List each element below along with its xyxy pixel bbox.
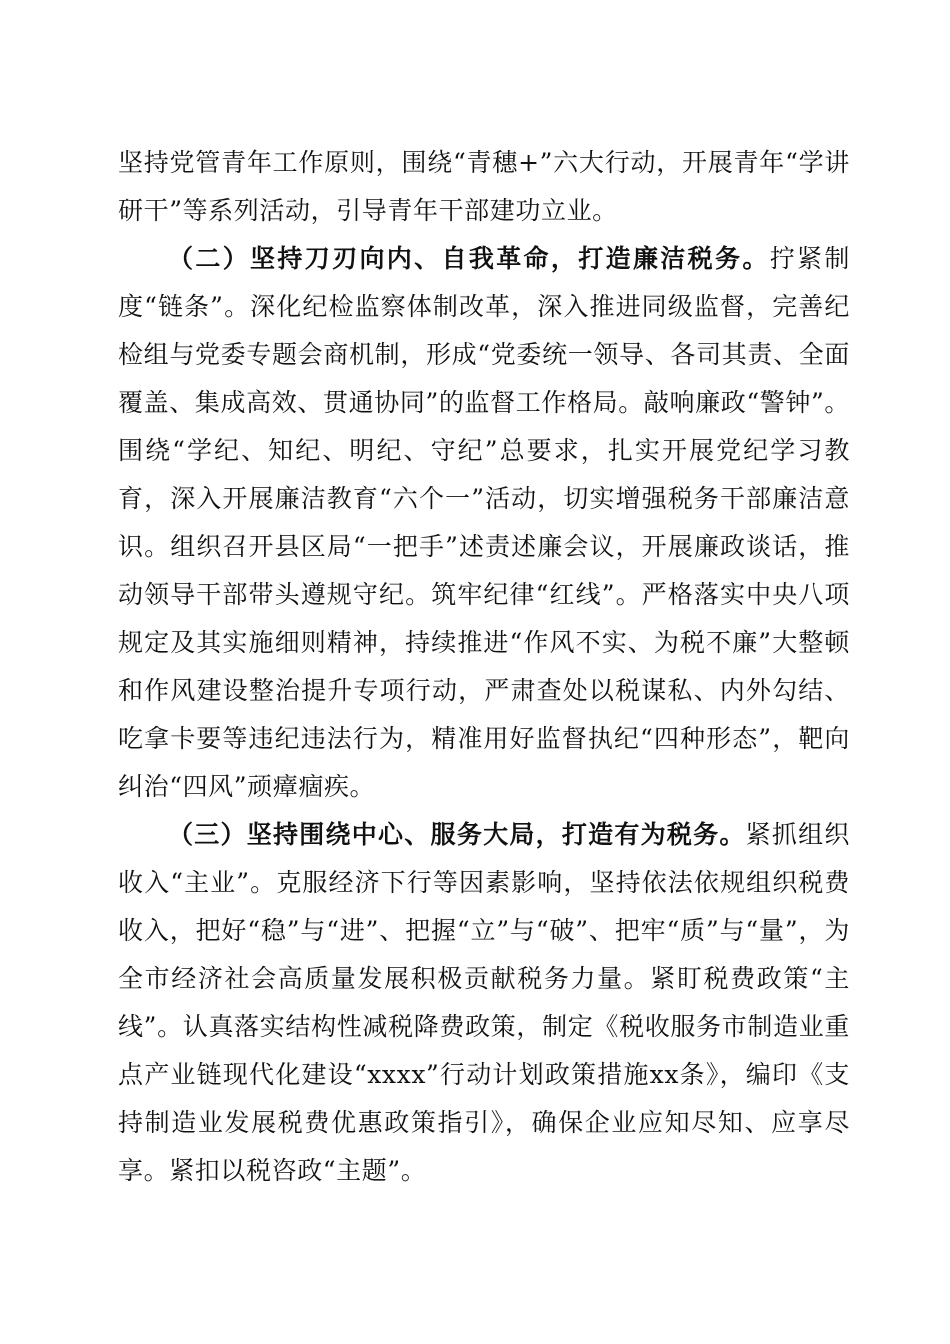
paragraph-text: 坚持党管青年工作原则，围绕“青穗+”六大行动，开展青年“学讲研干”等系列活动，引导青年干部建功立业。 [118, 148, 850, 225]
paragraph-section-3 [118, 811, 850, 1195]
paragraph-text: 拧紧制度“链条”。深化纪检监察体制改革，深入推进同级监督，完善纪检组与党委专题会商机制，形成“党委统一领导、各司其责、全面覆盖、集成高效、贯通协同”的监督工作格局。敲响廉政“警钟”。围绕“学纪、知纪、明纪、守纪”总要求，扎实开展党纪学习教育，深入开展廉洁教育“六个一”活动，切实增强税务干部廉洁意识。组织召开县区局“一把手”述责述廉会议，开展廉政谈话，推动领导干部带头遵规守纪。筑牢纪律“红线”。严格落实中央八项规定及其实施细则精神，持续推进“作风不实、为税不廉”大整顿和作风建设整治提升专项行动，严肃查处以税谋私、内外勾结、吃拿卡要等违纪违法行为，精准用好监督执纪“四种形态”，靶向纠治“四风”顽瘴痼疾。 [118, 244, 850, 801]
paragraph-section-2 [118, 235, 850, 811]
section-heading: （二）坚持刀刃向内、自我革命，打造廉洁税务。 [168, 244, 770, 273]
paragraph-text: 紧抓组织收入“主业”。克服经济下行等因素影响，坚持依法依规组织税费收入，把好“稳”与“进”、把握“立”与“破”、把牢“质”与“量”，为全市经济社会高质量发展积极贡献税务力量。紧盯税费政策“主线”。认真落实结构性减税降费政策，制定《税收服务市制造业重点产业链现代化建设“xxxx”行动计划政策措施xx条》，编印《支持制造业发展税费优惠政策指引》，确保企业应知尽知、应享尽享。紧扣以税咨政“主题”。 [118, 820, 851, 1185]
body-text [118, 139, 850, 1195]
section-heading: （三）坚持围绕中心、服务大局，打造有为税务。 [168, 820, 746, 849]
paragraph-continuation [118, 139, 850, 235]
